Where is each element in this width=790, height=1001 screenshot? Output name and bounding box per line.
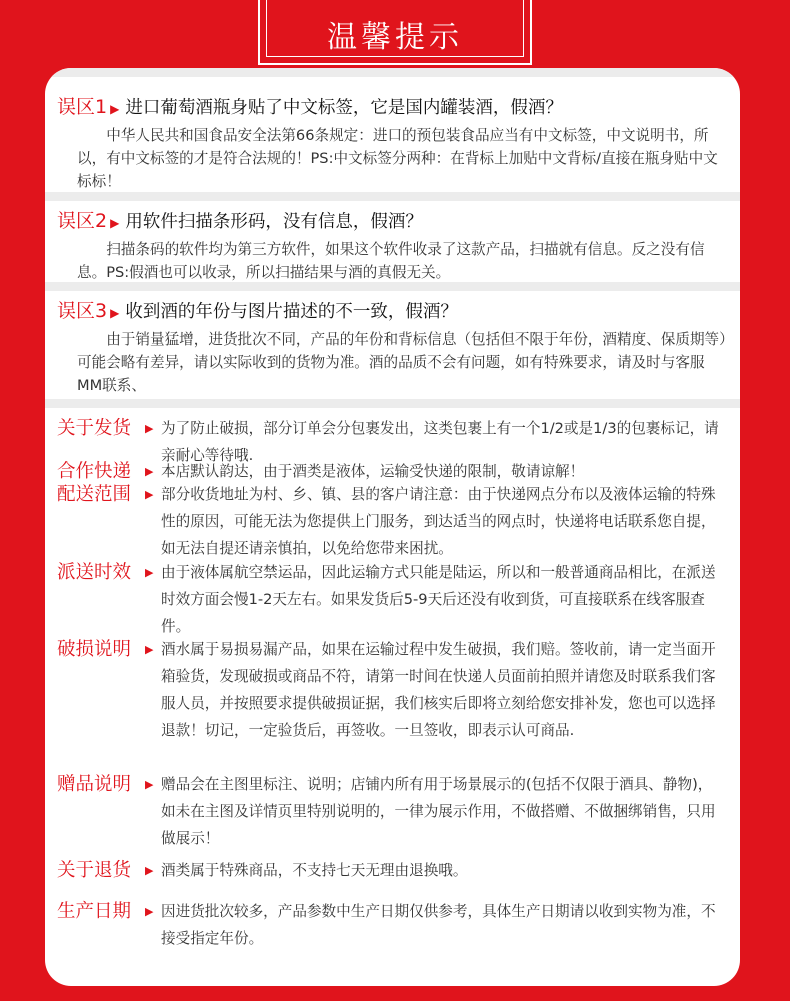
notice-label: 关于发货 bbox=[57, 418, 132, 439]
separator-band bbox=[45, 192, 740, 201]
notice-timeliness bbox=[57, 562, 737, 639]
notice-label: 派送时效 bbox=[57, 562, 132, 583]
arrow-icon: ▶ bbox=[110, 216, 120, 230]
myth-body: 扫描条码的软件均为第三方软件，如果这个软件收录了这款产品，扫描就有信息。反之没有信息。PS:假酒也可以收录，所以扫描结果与酒的真假无关。 bbox=[77, 241, 705, 281]
arrow-icon: ▶ bbox=[145, 905, 154, 918]
notice-delivery-range bbox=[57, 484, 737, 562]
separator-band bbox=[45, 282, 740, 291]
content-card bbox=[45, 68, 740, 986]
myth-1 bbox=[57, 95, 732, 193]
arrow-icon: ▶ bbox=[110, 306, 120, 320]
myth-body: 中华人民共和国食品安全法第66条规定：进口的预包装食品应当有中文标签，中文说明书，所以，有中文标签的才是符合法规的！PS:中文标签分两种：在背标上加贴中文背标/直接在瓶身贴中文标标！ bbox=[77, 127, 718, 190]
myth-2 bbox=[57, 209, 732, 284]
notice-text: 酒水属于易损易漏产品，如果在运输过程中发生破损，我们赔。签收前，请一定当面开箱验货，发现破损或商品不符，请第一时间在快递人员面前拍照并请您及时联系我们客服人员，并按照要求提供破损证据，我们核实后即将立刻给您安排补发，您也可以选择退款！切记，一定验货后，再签收。一旦签收，即表示认可商品. bbox=[161, 641, 716, 739]
arrow-icon: ▶ bbox=[145, 643, 154, 656]
myth-question: 进口葡萄酒瓶身贴了中文标签，它是国内罐装酒，假酒？ bbox=[125, 98, 563, 118]
notice-text: 本店默认韵达，由于酒类是液体，运输受快递的限制，敬请谅解！ bbox=[161, 463, 585, 480]
notice-text: 为了防止破损，部分订单会分包裹发出，这类包裹上有一个1/2或是1/3的包裹标记，请亲耐心等待哦. bbox=[161, 420, 719, 464]
notice-text: 赠品会在主图里标注、说明；店铺内所有用于场景展示的(包括不仅限于酒具、静物)，如未在主图及详情页里特别说明的，一律为展示作用，不做搭赠、不做捆绑销售，只用做展示！ bbox=[161, 776, 716, 847]
notice-label: 合作快递 bbox=[57, 461, 132, 482]
notice-text: 因进货批次较多，产品参数中生产日期仅供参考，具体生产日期请以收到实物为准，不接受指定年份。 bbox=[161, 903, 716, 947]
myth-tag: 误区3 bbox=[57, 300, 108, 322]
arrow-icon: ▶ bbox=[110, 102, 120, 116]
arrow-icon: ▶ bbox=[145, 465, 154, 478]
myth-3 bbox=[57, 299, 732, 397]
separator-band bbox=[45, 399, 740, 408]
arrow-icon: ▶ bbox=[145, 778, 154, 791]
myth-tag: 误区2 bbox=[57, 210, 108, 232]
separator-band bbox=[45, 68, 740, 77]
myth-question: 用软件扫描条形码，没有信息，假酒？ bbox=[125, 212, 423, 232]
notice-label: 破损说明 bbox=[57, 639, 132, 660]
notice-label: 赠品说明 bbox=[57, 774, 132, 795]
notice-production-date bbox=[57, 901, 737, 957]
notice-shipping bbox=[57, 418, 737, 464]
myth-tag: 误区1 bbox=[57, 96, 108, 118]
notice-label: 配送范围 bbox=[57, 484, 132, 505]
myth-body: 由于销量猛增，进货批次不同，产品的年份和背标信息（包括但不限于年份，酒精度、保质期等）可能会略有差异，请以实际收到的货物为准。酒的品质不会有问题，如有特殊要求，请及时与客服MM联系、 bbox=[77, 331, 727, 394]
notice-returns bbox=[57, 860, 737, 901]
arrow-icon: ▶ bbox=[145, 422, 154, 435]
notice-text: 酒类属于特殊商品，不支持七天无理由退换哦。 bbox=[161, 862, 468, 879]
arrow-icon: ▶ bbox=[145, 566, 154, 579]
notice-label: 生产日期 bbox=[57, 901, 132, 922]
notice-gift bbox=[57, 774, 737, 860]
notice-text: 由于液体属航空禁运品，因此运输方式只能是陆运，所以和一般普通商品相比，在派送时效方面会慢1-2天左右。如果发货后5-9天后还没有收到货，可直接联系在线客服查件。 bbox=[161, 564, 716, 635]
notice-label: 关于退货 bbox=[57, 860, 132, 881]
notice-list bbox=[57, 418, 737, 957]
notice-text: 部分收货地址为村、乡、镇、县的客户请注意：由于快递网点分布以及液体运输的特殊性的原因，可能无法为您提供上门服务，到达适当的网点时，快递将电话联系您自提，如无法自提还请亲慎拍，以免给您带来困扰。 bbox=[161, 486, 716, 557]
arrow-icon: ▶ bbox=[145, 864, 154, 877]
notice-damage bbox=[57, 639, 737, 774]
myth-question: 收到酒的年份与图片描述的不一致，假酒？ bbox=[125, 302, 458, 322]
page-title: 温馨提示 bbox=[327, 20, 463, 55]
title-box bbox=[258, 0, 532, 65]
arrow-icon: ▶ bbox=[145, 488, 154, 501]
